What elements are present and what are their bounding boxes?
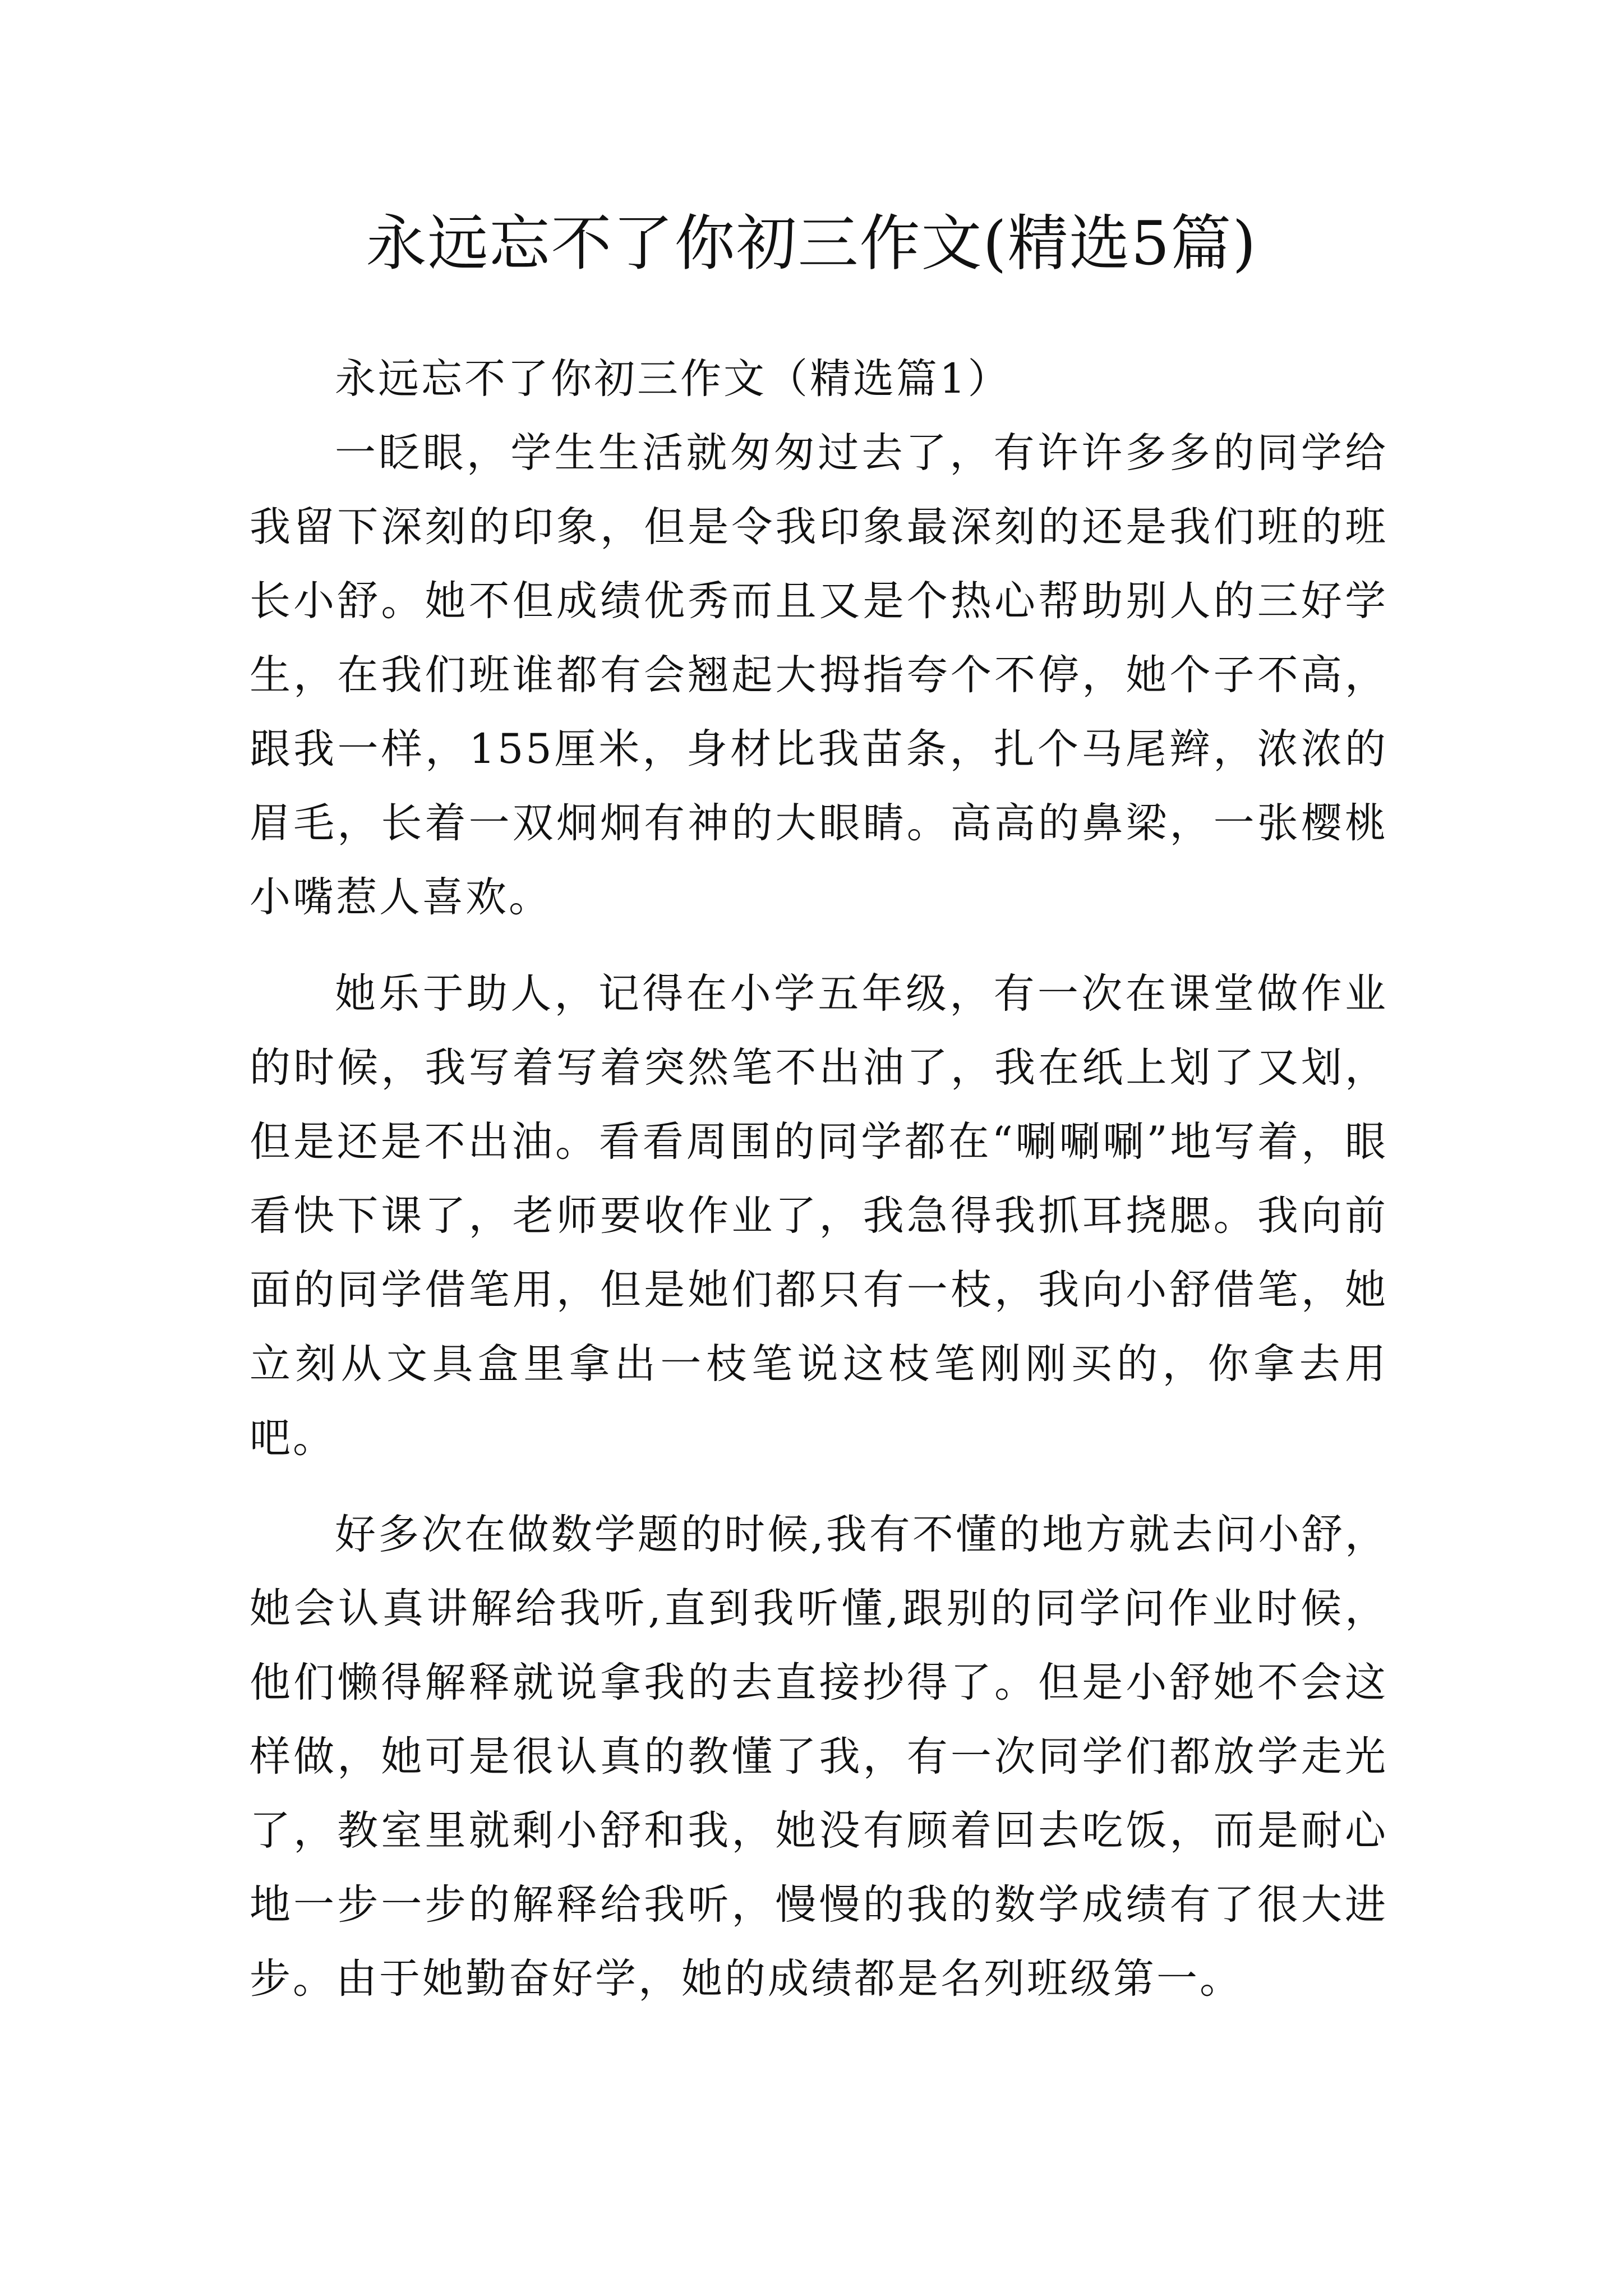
document-title: 永远忘不了你初三作文(精选5篇) bbox=[366, 209, 1257, 279]
paragraph-3: 好多次在做数学题的时候,我有不懂的地方就去问小舒，她会认真讲解给我听,直到我听懂,跟别的同学问作业时候，他们懒得解释就说拿我的去直接抄得了。但是小舒她不会这样做，她可是很认真的教懂了我，有一次同学们都放学走光了，教室里就剩小舒和我，她没有顾着回去吃饭，而是耐心地一步一步的解释给我听，慢慢的我的数学成绩有了很大进步。由于她勤奋好学，她的成绩都是名列班级第一。 bbox=[250, 1511, 1388, 2003]
paragraph-1: 一眨眼，学生生活就匆匆过去了，有许许多多的同学给我留下深刻的印象，但是令我印象最深刻的还是我们班的班长小舒。她不但成绩优秀而且又是个热心帮助别人的三好学生，在我们班谁都有会翘起大拇指夸个不停，她个子不高，跟我一样，155厘米，身材比我苗条，扎个马尾辫，浓浓的眉毛，长着一双炯炯有神的大眼睛。高高的鼻梁，一张樱桃小嘴惹人喜欢。 bbox=[250, 429, 1388, 921]
document-body bbox=[250, 342, 1388, 2039]
paragraph-2: 她乐于助人，记得在小学五年级，有一次在课堂做作业的时候，我写着写着突然笔不出油了，我在纸上划了又划，但是还是不出油。看看周围的同学都在“唰唰唰”地写着，眼看快下课了，老师要收作业了，我急得我抓耳挠腮。我向前面的同学借笔用，但是她们都只有一枝，我向小舒借笔，她立刻从文具盒里拿出一枝笔说这枝笔刚刚买的，你拿去用吧。 bbox=[250, 970, 1388, 1462]
section-heading: 永远忘不了你初三作文（精选篇1） bbox=[335, 355, 1011, 403]
